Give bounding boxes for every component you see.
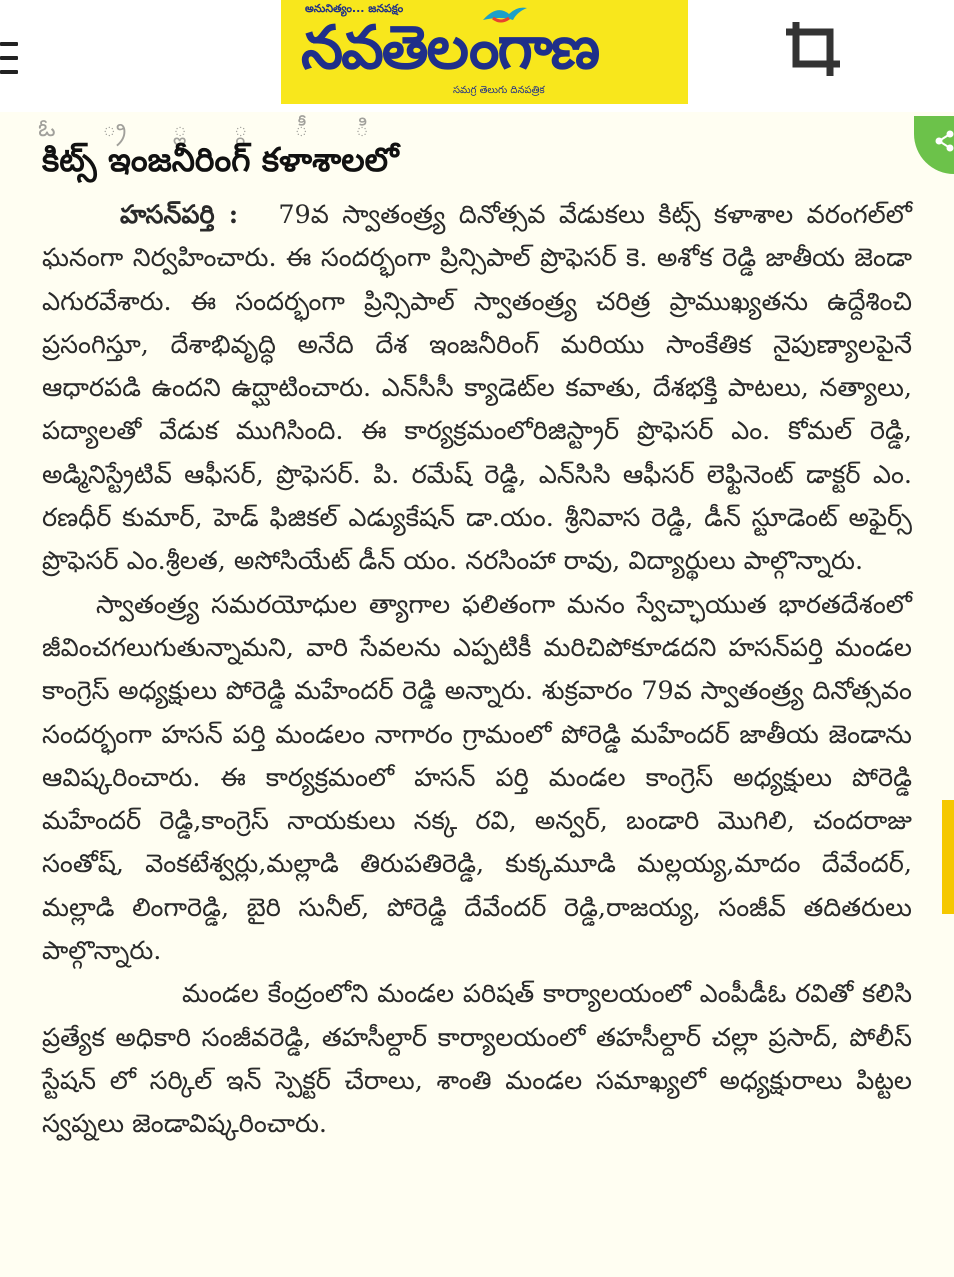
article-headline: కిట్స్ ఇంజనీరింగ్ కళాశాలలో xyxy=(42,140,399,179)
article-clip xyxy=(0,112,954,1277)
article-paragraph-2: స్వాతంత్ర్య సమరయోధుల త్యాగాల ఫలితంగా మనం స్వేచ్ఛాయుత భారతదేశంలో జీవించగలుగుతున్నామని, వారి సేవలను ఎప్పటికీ మరిచిపోకూడదని హసన్‌పర్తి మండల కాంగ్రెస్ అధ్యక్షులు పోరెడ్డి మహేందర్ రెడ్డి అన్నారు. శుక్రవారం 79వ స్వాతంత్ర్య దినోత్సవం సందర్భంగా హసన్ పర్తి మండలం నాగారం గ్రామంలో పోరెడ్డి మహేందర్ జాతీయ జెండాను ఆవిష్కరించారు. ఈ కార్యక్రమంలో హసన్ పర్తి మండల కాంగ్రెస్ అధ్యక్షులు పోరెడ్డి మహేందర్ రెడ్డి,కాంగ్రెస్ నాయకులు నక్క రవి, అన్వర్, బండారి మొగిలి, చందరాజు సంతోష్, వెంకటేశ్వర్లు,మల్లాడి తిరుపతిరెడ్డి, కుక్కమూడి మల్లయ్య,మాదం దేవేందర్, మల్లాడి లింగారెడ్డి, బైరి సునీల్, పోరెడ్డి దేవేందర్ రెడ్డి,రాజయ్య, సంజీవ్ తదితరులు పాల్గొన్నారు. xyxy=(42,589,912,967)
top-bar xyxy=(0,0,954,112)
article-dateline: హసన్‌పర్తి : xyxy=(120,200,239,230)
logo-tagline-top: అనునిత్యం... జనపక్షం xyxy=(305,2,404,15)
article-paragraph-1 xyxy=(42,194,912,584)
crop-icon[interactable] xyxy=(784,18,844,80)
share-icon xyxy=(934,130,954,152)
newspaper-logo[interactable] xyxy=(281,0,688,104)
article-paragraph-3: మండల కేంద్రంలోని మండల పరిషత్ కార్యాలయంలో ఎంపీడీఓ రవితో కలిసి ప్రత్యేక అధికారి సంజీవరెడ్డి, తహసీల్దార్ కార్యాలయంలో తహసీల్దార్ చల్లా ప్రసాద్, పోలీస్ స్టేషన్ లో సర్కిల్ ఇన్ స్పెక్టర్ చేరాలు, శాంతి మండల సమాఖ్యలో అధ్యక్షురాలు పిట్టల స్వప్నలు జెండావిష్కరించారు. xyxy=(42,979,912,1140)
article-paragraph-1-text: 79వ స్వాతంత్ర్య దినోత్సవ వేడుకలు కిట్స్ కళాశాల వరంగల్‌లో ఘనంగా నిర్వహించారు. ఈ సందర్భంగా ప్రిన్సిపాల్ ప్రొఫెసర్ కె. అశోక రెడ్డి జాతీయ జెండా ఎగురవేశారు. ఈ సందర్భంగా ప్రిన్సిపాల్ స్వాతంత్ర్య చరిత్ర ప్రాముఖ్యతను ఉద్దేశించి ప్రసంగిస్తూ, దేశాభివృద్ధి అనేది దేశ ఇంజనీరింగ్ మరియు సాంకేతిక నైపుణ్యాలపైనే ఆధారపడి ఉందని ఉద్ఘాటించారు. ఎన్‌సీసీ క్యాడెట్‌ల కవాతు, దేశభక్తి పాటలు, నత్యాలు, పద్యాలతో వేడుక ముగిసింది. ఈ కార్యక్రమంలోరిజిస్ట్రార్ ప్రొఫెసర్ ఎం. కోమల్ రెడ్డి, అడ్మినిస్ట్రేటివ్ ఆఫీసర్, ప్రొఫెసర్. పి. రమేష్ రెడ్డి, ఎన్‌సిసి ఆఫీసర్ లెఫ్టినెంట్ డాక్టర్ ఎం. రణధీర్ కుమార్, హెడ్ ఫిజికల్ ఎడ్యుకేషన్ డా.యం. శ్రీనివాస రెడ్డి, డీన్ స్టూడెంట్ అఫైర్స్ ప్రొఫెసర్ ఎం.శ్రీలత, అసోసియేట్ డీన్ యం. నరసింహా రావు, విద్యార్థులు పాల్గొన్నారు. xyxy=(42,200,912,577)
logo-name: నవతెలంగాణ xyxy=(301,13,599,83)
hamburger-menu-icon[interactable] xyxy=(0,42,18,76)
cut-off-text-row: ఓ ్ర ్ల ్గ ీ ి xyxy=(38,114,409,142)
logo-tagline-bottom: సమగ్ర తెలుగు దినపత్రిక xyxy=(453,85,545,96)
article-body xyxy=(42,194,912,1147)
side-scroll-tab[interactable] xyxy=(942,800,954,914)
